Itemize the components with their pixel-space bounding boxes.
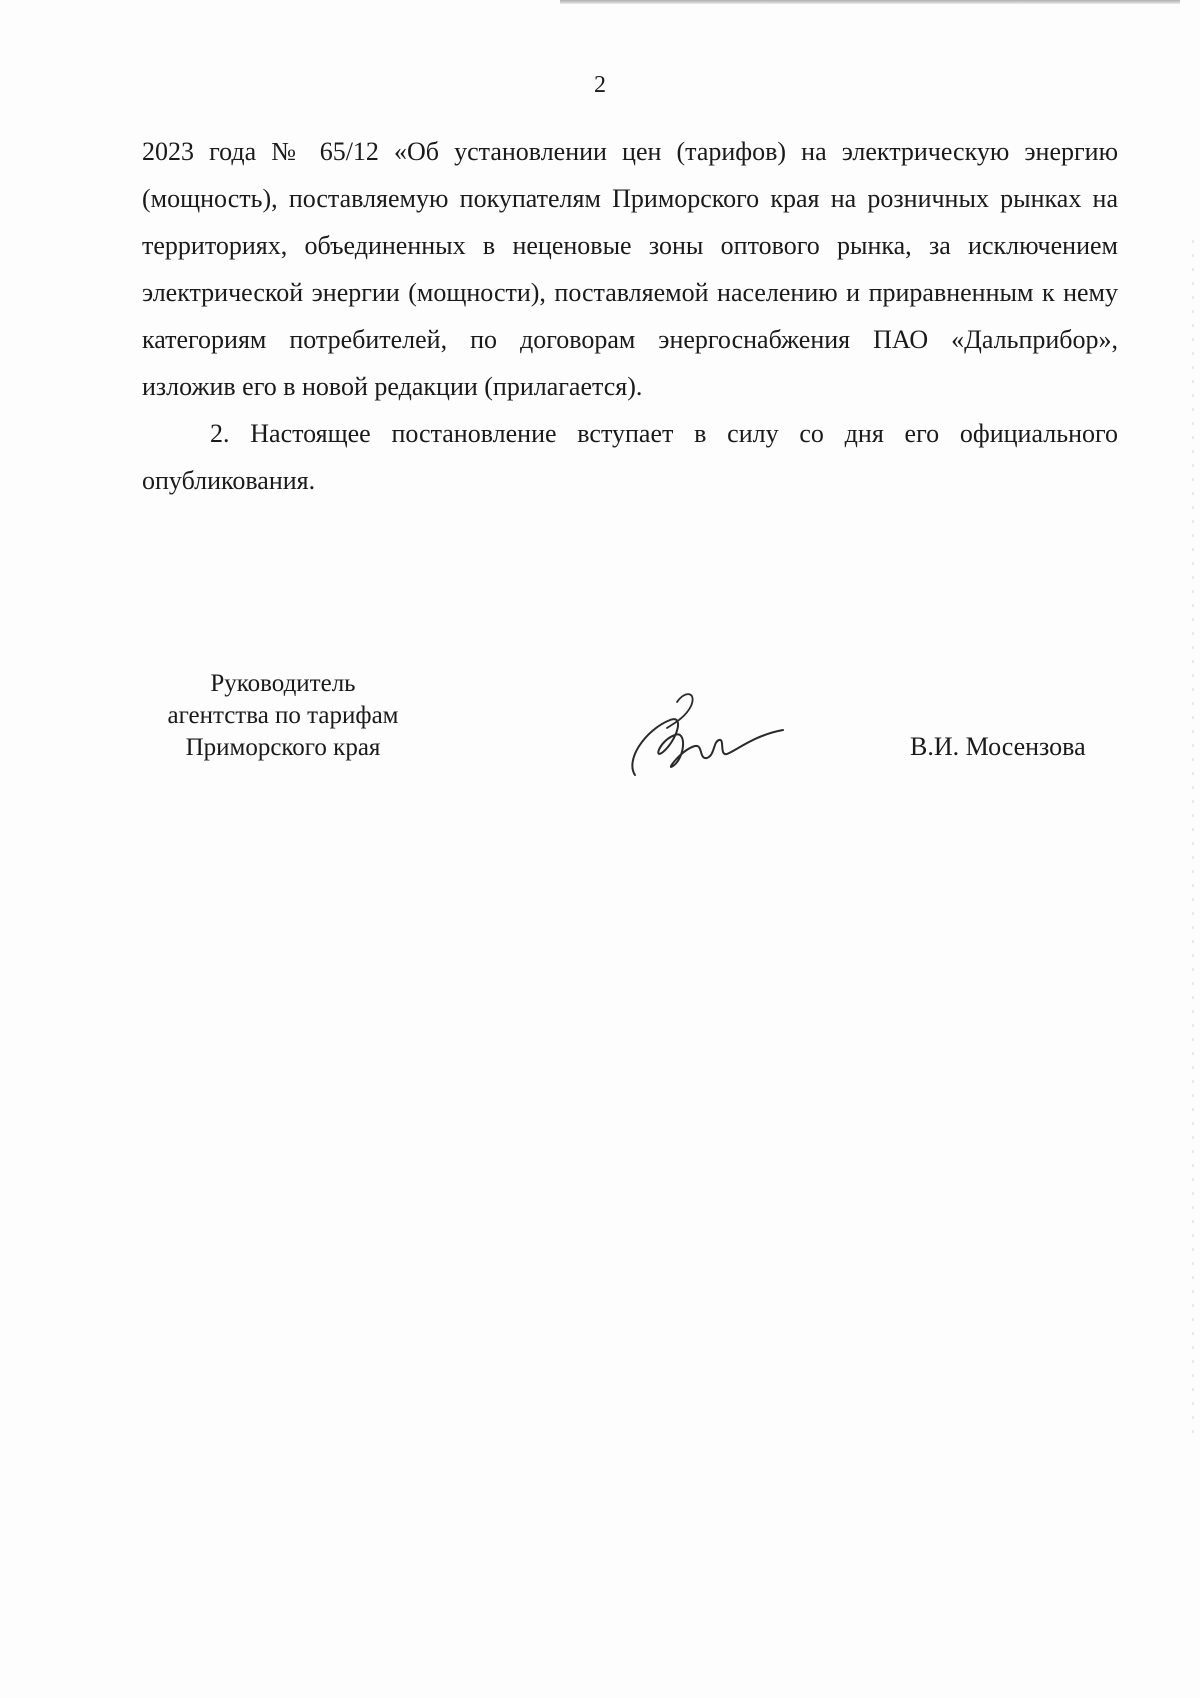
signatory-title-line-3: Приморского края [185, 734, 381, 761]
page-number: 2 [594, 72, 606, 98]
signatory-title-line-1: Руководитель [210, 670, 356, 697]
body-text [142, 128, 1118, 504]
signatory-title [138, 668, 428, 764]
signatory-title-line-2: агентства по тарифам [167, 702, 399, 729]
signatory-name: В.И. Мосензова [910, 732, 1086, 761]
scan-edge-top [560, 0, 1180, 4]
paragraph-continuation: 2023 года № 65/12 «Об установлении цен (тарифов) на электрическую энергию (мощность), поставляемую покупателям Приморского края на розничных рынках на территориях, объединенных в неценовые зоны оптового рынка, за исключением электрической энергии (мощности), поставляемой населению и приравненным к нему категориям потребителей, по договорам энергоснабжения ПАО «Дальприбор», изложив его в новой редакции (прилагается). [142, 137, 1118, 401]
scan-edge-right [1192, 240, 1194, 1440]
paragraph-effective-date: 2. Настоящее постановление вступает в силу со дня его официального опубликования. [142, 419, 1118, 495]
handwritten-signature [615, 680, 785, 790]
